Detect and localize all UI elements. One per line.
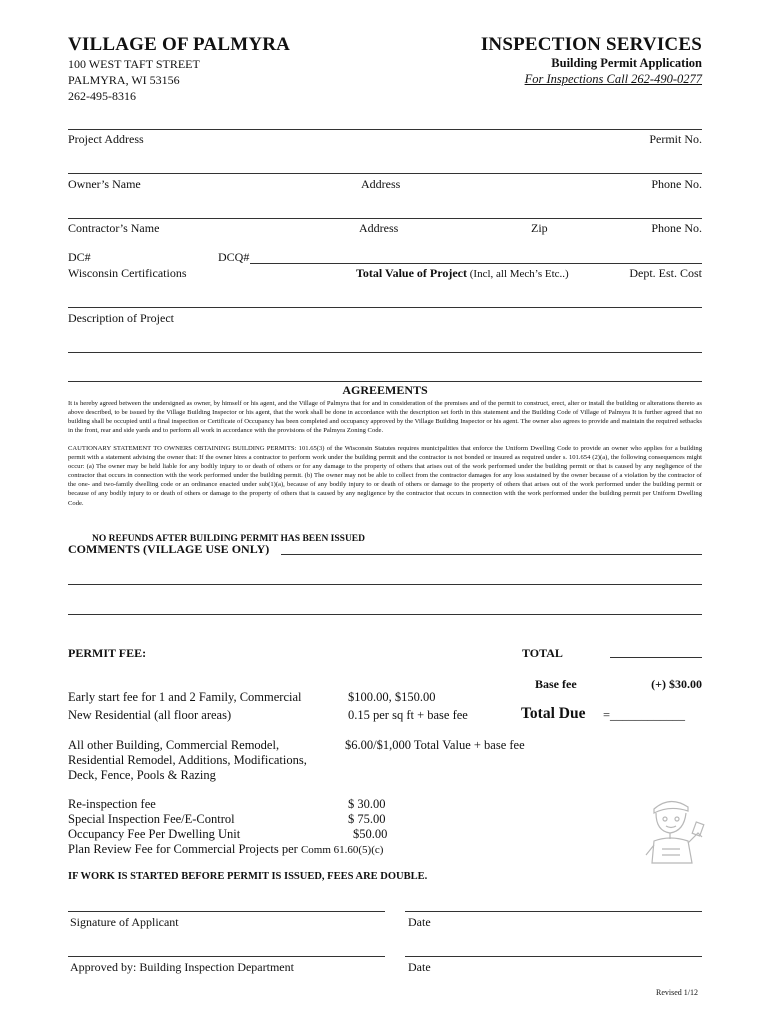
applicant-signature-label: Signature of Applicant [70,915,179,929]
project-address-label: Project Address [68,132,144,146]
date-label-1: Date [408,915,431,929]
other-building-line-1: All other Building, Commercial Remodel, [68,738,280,752]
agreements-paragraph: It is hereby agreed between the undersigned as owner, by himself or his agent, and the Village of Palmyra that for and in consideration of the premises and of the permit to construct, erect, alter or install the building or alterations thereto as above described, to be issued by the Village Building Inspector or his agent, that the work shall be done in accordance with the description set forth in this statement and the Building Code of Village of Palmyra It is further agreed that no building shall be occupied until a final inspection or Certificate of Occupancy has been completed and occupancy approved by the Village Building Inspector or his agent. The owner also agrees to provide and maintain the required setbacks in the front, rear and side yards and to perform all work in accordance with the provisions of the Palmyra Zoning Code. [68,400,702,435]
description-blank-line-1 [68,352,702,353]
comments-line-3 [68,614,702,615]
contractor-address-label: Address [359,221,399,235]
total-value-note: (Incl, all Mech’s Etc..) [467,268,569,280]
other-building-line-2: Residential Remodel, Additions, Modifications, [68,753,307,767]
description-line [68,307,702,308]
dcq-label: DCQ# [218,250,250,264]
base-fee-label: Base fee [535,677,577,691]
dept-est-cost-label: Dept. Est. Cost [629,266,702,280]
plan-review-label [68,842,383,857]
description-blank-line-2 [68,381,702,382]
dcq-line [250,263,702,264]
total-due-label: Total Due [521,705,586,722]
date-line-1[interactable] [405,911,702,912]
special-inspection-label: Special Inspection Fee/E-Control [68,812,235,826]
comments-label: COMMENTS (VILLAGE USE ONLY) [68,542,270,556]
early-start-value: $100.00, $150.00 [348,690,436,704]
comments-line-2 [68,584,702,585]
special-inspection-value: $ 75.00 [348,812,386,826]
agreements-title: AGREEMENTS [342,383,428,397]
contractors-name-label: Contractor’s Name [68,221,160,235]
fees-double-notice: IF WORK IS STARTED BEFORE PERMIT IS ISSUED, FEES ARE DOUBLE. [68,871,428,882]
wi-certifications-label: Wisconsin Certifications [68,266,187,280]
project-address-line [68,129,702,130]
comments-line-1 [281,554,702,555]
revised-date: Revised 1/12 [656,988,698,997]
permit-no-label: Permit No. [649,132,702,146]
date-line-2[interactable] [405,956,702,957]
early-start-label: Early start fee for 1 and 2 Family, Commercial [68,690,302,704]
cautionary-statement: CAUTIONARY STATEMENT TO OWNERS OBTAINING BUILDING PERMITS: 101.65(3) of the Wisconsin Statutes requires municipalities that enforce the Uniform Dwelling Code to provide an owner who applies for a building permit with a statement advising the owner that: If the owner hires a contractor to perform work under the building permit and the contractor is not bonded or insured as required under s. 101.654 (2)(a), the following consequences might occur: (a) The owner may be held liable for any bodily injury to or death of others or for any damage to the property of others that arises out of the work performed under the building permit or that is caused by any negligence of the contractor that occurs in connection with the work performed under the building permit. (b) The owner may not be able to collect from the contractor damages for any loss sustained by the owner because of a violation by the contractor of the one- and two-family dwelling code or an ordinance enacted under sub(1)(a), because of any bodily injury to or death of others or damage to the property of others that arises out of the work performed under the building permit or because of any bodily injury to or death of others or damage to the property of others that is caused by any negligence by the contractor that occurs in connection with the work performed under the building permit per Uniform Dwelling Code. [68,445,702,507]
permit-fee-label: PERMIT FEE: [68,646,147,660]
zip-label: Zip [531,221,548,235]
new-residential-value: 0.15 per sq ft + base fee [348,708,468,722]
approved-signature-line[interactable] [68,956,385,957]
village-name: VILLAGE OF PALMYRA [68,34,291,55]
reinspection-label: Re-inspection fee [68,797,156,811]
base-fee-value: (+) $30.00 [651,677,702,691]
applicant-signature-line[interactable] [68,911,385,912]
inspection-services-title: INSPECTION SERVICES [480,34,702,55]
total-due-blank: =____________ [603,708,686,722]
other-building-value: $6.00/$1,000 Total Value + base fee [345,738,525,752]
contractor-line [68,218,702,219]
other-building-line-3: Deck, Fence, Pools & Razing [68,768,216,782]
village-phone: 262-495-8316 [68,89,136,103]
owner-line [68,173,702,174]
inspections-phone: For Inspections Call 262-490-0277 [524,72,702,86]
new-residential-label: New Residential (all floor areas) [68,708,232,722]
occupancy-fee-value: $50.00 [353,827,388,841]
total-value-bold: Total Value of Project [356,266,467,280]
form-title: Building Permit Application [551,56,702,70]
dc-label: DC# [68,250,91,264]
total-value-label [356,266,569,281]
occupancy-fee-label: Occupancy Fee Per Dwelling Unit [68,827,241,841]
description-label: Description of Project [68,311,174,325]
inspector-illustration [640,793,706,869]
owners-name-label: Owner’s Name [68,177,141,191]
owner-phone-label: Phone No. [651,177,702,191]
plan-review-ref: Comm 61.60(5)(c) [300,844,384,856]
reinspection-value: $ 30.00 [348,797,386,811]
approved-by-label: Approved by: Building Inspection Department [70,960,294,974]
village-city: PALMYRA, WI 53156 [68,73,180,87]
total-line [610,657,702,658]
village-street: 100 WEST TAFT STREET [68,57,200,71]
no-refunds-notice: NO REFUNDS AFTER BUILDING PERMIT HAS BEEN ISSUED [92,534,366,544]
contractor-phone-label: Phone No. [651,221,702,235]
owner-address-label: Address [361,177,401,191]
total-label: TOTAL [522,646,563,660]
date-label-2: Date [408,960,431,974]
plan-review-text: Plan Review Fee for Commercial Projects per [68,842,301,856]
